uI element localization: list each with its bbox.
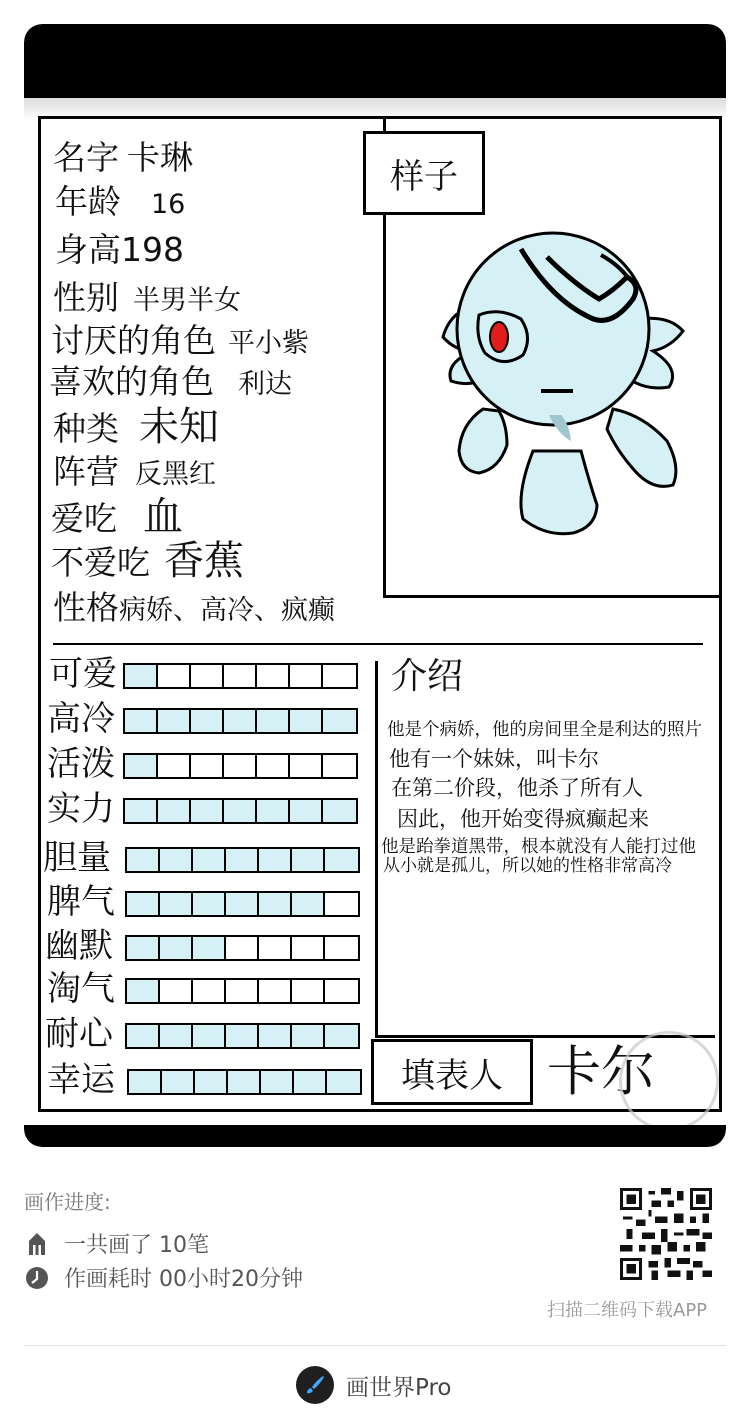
stat-cell-filled xyxy=(323,710,356,732)
stat-cell-filled xyxy=(224,710,257,732)
stat-cell-empty xyxy=(191,755,224,777)
character-sheet xyxy=(38,116,722,1112)
draw-time: 作画耗时 00小时20分钟 xyxy=(64,1267,303,1292)
footer-divider xyxy=(24,1345,726,1346)
field-name xyxy=(53,138,193,177)
stat-cell-empty xyxy=(259,937,292,959)
stat-cell-empty xyxy=(191,665,224,687)
stat-cell-filled xyxy=(160,1025,193,1047)
stat-cell-filled xyxy=(259,893,292,915)
intro-left-divider xyxy=(375,661,378,1037)
stat-cell-filled xyxy=(224,800,257,822)
stat-label: 耐心 xyxy=(45,1014,113,1054)
intro-line: 他是跆拳道黑带，根本就没有人能打过他 xyxy=(381,837,696,857)
stat-bar xyxy=(127,1069,362,1095)
stat-bar xyxy=(123,663,358,689)
stat-cell-filled xyxy=(327,1071,360,1093)
stat-cell-filled xyxy=(160,937,193,959)
field-value: 卡琳 xyxy=(127,138,193,177)
stat-cell-empty xyxy=(292,980,325,1002)
stat-cell-empty xyxy=(257,755,290,777)
stat-bar xyxy=(125,935,360,961)
stat-cell-filled xyxy=(325,1025,358,1047)
stat-cell-filled xyxy=(193,937,226,959)
stat-cell-filled xyxy=(193,849,226,871)
stat-bar xyxy=(125,847,360,873)
field-disliked-character xyxy=(51,321,309,360)
portrait-bottom-divider xyxy=(383,595,722,598)
stat-cell-filled xyxy=(129,1071,162,1093)
artwork-top-bar xyxy=(24,24,726,98)
field-likes-eating xyxy=(51,494,183,540)
field-height xyxy=(55,230,184,269)
stat-cell-filled xyxy=(292,849,325,871)
stat-cell-empty xyxy=(325,980,358,1002)
stat-cell-empty xyxy=(160,980,193,1002)
section-divider xyxy=(53,643,703,645)
stat-cell-filled xyxy=(127,937,160,959)
field-value: 病娇、高冷、疯癫 xyxy=(119,595,335,626)
field-key: 爱吃 xyxy=(51,499,117,538)
brand-name: 画世界Pro xyxy=(346,1374,452,1401)
stat-cell-filled xyxy=(127,849,160,871)
filler-label-box xyxy=(371,1039,533,1105)
field-value: 血 xyxy=(143,494,183,540)
field-value: 16 xyxy=(151,189,186,220)
qr-code[interactable] xyxy=(620,1188,712,1280)
draw-time-row xyxy=(24,1262,303,1293)
stat-cell-filled xyxy=(261,1071,294,1093)
stat-cell-filled xyxy=(125,755,158,777)
stat-cell-empty xyxy=(226,937,259,959)
stat-cell-empty xyxy=(325,893,358,915)
watermark-logo xyxy=(619,1031,719,1131)
field-value: 198 xyxy=(121,230,184,269)
stat-cell-filled xyxy=(191,710,224,732)
stat-cell-filled xyxy=(325,849,358,871)
field-gender xyxy=(53,278,241,317)
intro-line: 因此，他开始变得疯癫起来 xyxy=(397,807,649,831)
stat-cell-empty xyxy=(259,980,292,1002)
stat-label: 淘气 xyxy=(47,969,115,1009)
field-species xyxy=(53,404,219,450)
stat-cell-filled xyxy=(323,800,356,822)
intro-line: 他是个病娇，他的房间里全是利达的照片 xyxy=(387,720,702,740)
stat-cell-filled xyxy=(125,710,158,732)
field-key: 年龄 xyxy=(55,182,121,221)
artwork-bottom-bar xyxy=(24,1125,726,1147)
stat-cell-empty xyxy=(224,755,257,777)
stat-cell-filled xyxy=(160,849,193,871)
stat-cell-filled xyxy=(259,1025,292,1047)
stat-cell-filled xyxy=(226,1025,259,1047)
filler-name: 卡尔 xyxy=(547,1040,655,1103)
filler-label: 填表人 xyxy=(401,1055,503,1096)
field-age xyxy=(55,182,186,221)
stat-cell-empty xyxy=(193,980,226,1002)
stat-bar xyxy=(123,708,358,734)
qr-caption: 扫描二维码下载APP xyxy=(547,1300,708,1321)
stat-label: 胆量 xyxy=(43,838,111,878)
stat-label: 高冷 xyxy=(47,699,115,739)
stat-cell-filled xyxy=(162,1071,195,1093)
field-value: 反黑红 xyxy=(135,459,216,490)
stat-cell-filled xyxy=(290,800,323,822)
clock-icon xyxy=(24,1265,50,1291)
brand[interactable] xyxy=(296,1366,452,1404)
stat-cell-filled xyxy=(228,1071,261,1093)
field-personality xyxy=(53,588,335,627)
stroke-count-row xyxy=(24,1228,209,1259)
stat-cell-empty xyxy=(290,665,323,687)
stat-cell-empty xyxy=(158,665,191,687)
field-key: 阵营 xyxy=(53,452,119,491)
stat-cell-empty xyxy=(323,755,356,777)
stat-cell-empty xyxy=(224,665,257,687)
stat-cell-filled xyxy=(257,800,290,822)
stat-label: 实力 xyxy=(47,789,115,829)
intro-title: 介绍 xyxy=(391,656,464,697)
stat-cell-filled xyxy=(125,665,158,687)
artwork-frame xyxy=(24,24,726,1147)
stat-cell-filled xyxy=(127,980,160,1002)
field-key: 名字 xyxy=(53,138,119,177)
intro-line: 他有一个妹妹，叫卡尔 xyxy=(389,747,599,771)
stat-bar xyxy=(125,978,360,1004)
stat-bar xyxy=(123,798,358,824)
stat-cell-filled xyxy=(259,849,292,871)
stat-cell-filled xyxy=(160,893,193,915)
field-key: 不爱吃 xyxy=(51,543,150,582)
stroke-count: 一共画了 10笔 xyxy=(64,1233,209,1258)
field-key: 讨厌的角色 xyxy=(51,321,216,360)
stat-cell-empty xyxy=(158,755,191,777)
field-key: 喜欢的角色 xyxy=(49,362,214,401)
field-key: 性别 xyxy=(53,278,119,317)
stat-cell-empty xyxy=(226,980,259,1002)
stat-cell-filled xyxy=(125,800,158,822)
field-key: 性格 xyxy=(53,588,119,627)
field-value: 未知 xyxy=(139,404,219,450)
stat-cell-filled xyxy=(127,893,160,915)
stat-bar xyxy=(125,1023,360,1049)
field-dislikes-eating xyxy=(51,538,244,584)
stat-cell-empty xyxy=(323,665,356,687)
stat-cell-empty xyxy=(290,755,323,777)
stat-label: 脾气 xyxy=(47,882,115,922)
stat-cell-filled xyxy=(127,1025,160,1047)
field-liked-character xyxy=(49,362,292,401)
field-value: 利达 xyxy=(238,369,292,400)
stat-label: 活泼 xyxy=(47,744,115,784)
stat-cell-filled xyxy=(193,1025,226,1047)
stat-label: 可爱 xyxy=(49,654,117,694)
appearance-label: 样子 xyxy=(390,156,458,197)
stat-cell-filled xyxy=(290,710,323,732)
intro-line: 从小就是孤儿，所以她的性格非常高冷 xyxy=(383,856,672,876)
stat-cell-filled xyxy=(226,849,259,871)
stat-cell-filled xyxy=(257,710,290,732)
brand-logo-icon xyxy=(296,1366,334,1404)
pen-icon xyxy=(24,1231,50,1257)
progress-title: 画作进度: xyxy=(24,1190,111,1214)
stat-cell-empty xyxy=(292,937,325,959)
stat-cell-filled xyxy=(158,710,191,732)
stat-cell-filled xyxy=(226,893,259,915)
stat-cell-filled xyxy=(193,893,226,915)
stat-cell-filled xyxy=(158,800,191,822)
stat-label: 幽默 xyxy=(45,926,113,966)
stat-cell-filled xyxy=(191,800,224,822)
stat-label: 幸运 xyxy=(47,1060,115,1100)
field-key: 种类 xyxy=(53,409,119,448)
stat-cell-filled xyxy=(292,1025,325,1047)
appearance-label-box xyxy=(363,131,485,215)
intro-line: 在第二价段，他杀了所有人 xyxy=(391,776,643,800)
field-faction xyxy=(53,452,216,491)
stat-cell-filled xyxy=(292,893,325,915)
stat-cell-filled xyxy=(195,1071,228,1093)
stat-cell-empty xyxy=(257,665,290,687)
field-value: 平小紫 xyxy=(228,328,309,359)
stat-cell-filled xyxy=(294,1071,327,1093)
stat-bar xyxy=(123,753,358,779)
field-value: 香蕉 xyxy=(164,538,244,584)
stat-cell-empty xyxy=(325,937,358,959)
character-portrait xyxy=(421,219,711,539)
stat-bar xyxy=(125,891,360,917)
field-value: 半男半女 xyxy=(133,285,241,316)
field-key: 身高 xyxy=(55,230,121,269)
